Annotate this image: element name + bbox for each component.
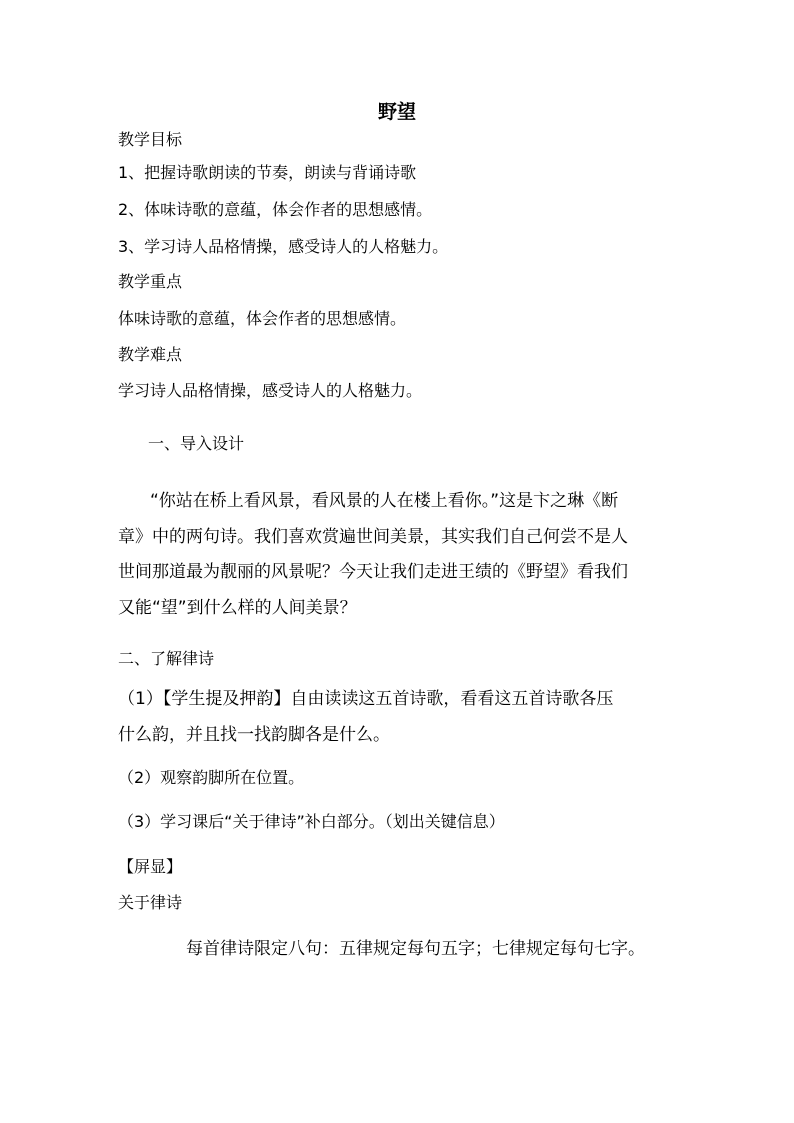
- step1-line-1: （1）【学生提及押韵】自由读读这五首诗歌，看看这五首诗歌各压: [118, 689, 614, 709]
- focus-text: 体味诗歌的意蕴，体会作者的思想感情。: [118, 309, 407, 328]
- difficulty-text: 学习诗人品格情操，感受诗人的人格魅力。: [118, 381, 423, 400]
- intro-line-1: “你站在桥上看风景，看风景的人在楼上看你。”这是卞之琳《断: [150, 491, 619, 511]
- screen-label: 【屏显】: [118, 857, 183, 876]
- intro-line-2: 章》中的两句诗。我们喜欢赏遍世间美景，其实我们自己何尝不是人: [118, 527, 628, 547]
- section1-heading: 一、导入设计: [148, 434, 245, 453]
- step1-line-2: 什么韵，并且找一找韵脚各是什么。: [118, 725, 390, 745]
- difficulty-heading: 教学难点: [118, 345, 183, 364]
- about-text: 每首律诗限定八句：五律规定每句五字；七律规定每句七字。: [186, 939, 645, 959]
- page-title: 野望: [377, 101, 416, 123]
- goal-item-1: 1、把握诗歌朗读的节奏，朗读与背诵诗歌: [118, 163, 417, 182]
- intro-line-4: 又能“望”到什么样的人间美景？: [118, 598, 357, 618]
- step3-text: （3）学习课后“关于律诗”补白部分。（划出关键信息）: [118, 812, 505, 831]
- focus-heading: 教学重点: [118, 272, 183, 291]
- goal-item-3: 3、学习诗人品格情操，感受诗人的人格魅力。: [118, 237, 449, 256]
- goals-heading: 教学目标: [118, 130, 183, 149]
- section2-heading: 二、了解律诗: [118, 649, 215, 668]
- intro-line-3: 世间那道最为靓丽的风景呢？今天让我们走进王绩的《野望》看我们: [118, 562, 628, 582]
- goal-item-2: 2、体味诗歌的意蕴，体会作者的思想感情。: [118, 200, 433, 219]
- step2-text: （2）观察韵脚所在位置。: [118, 768, 305, 787]
- about-heading: 关于律诗: [118, 893, 183, 912]
